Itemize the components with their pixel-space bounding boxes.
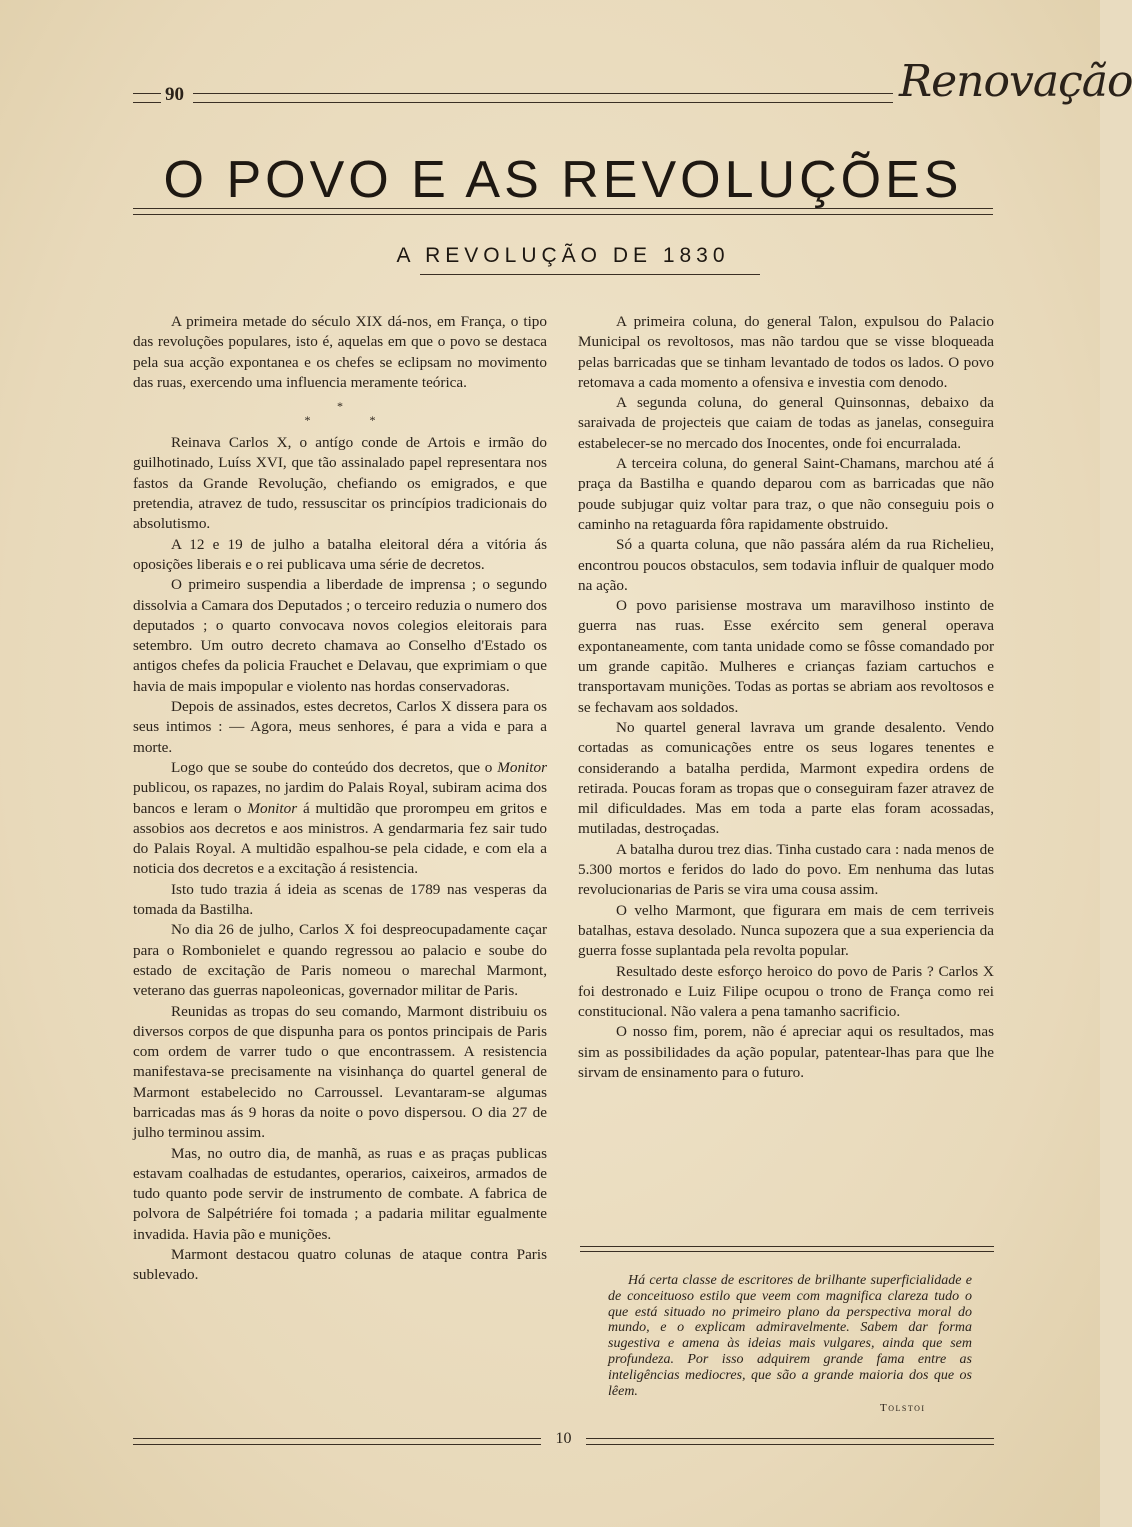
subtitle-underline bbox=[420, 274, 760, 275]
body-paragraph: A segunda coluna, do general Quinsonnas, debaixo da saraivada de projecteis que caiam de todas as janelas, conseguira estabelecer-se no mercado dos Inocentes, onde foi encurralada. bbox=[578, 394, 994, 452]
footer-rule-right bbox=[586, 1438, 994, 1445]
body-paragraph: O velho Marmont, que figurara em mais de cem terriveis batalhas, estava desolado. Nunca supozera que a sua experiencia da guerra fosse suplantada pela revolta popular. bbox=[578, 901, 994, 960]
body-paragraph: No dia 26 de julho, Carlos X foi despreocupadamente caçar para o Rombonielet e quando regressou ao palacio e soube do estado de excitação de Paris nomeou o marechal Marmont, veterano das guerras napoleonicas, governador militar de Paris. bbox=[133, 921, 547, 1000]
body-paragraph: Mas, no outro dia, de manhã, as ruas e as praças publicas estavam coalhadas de estudantes, operarios, caixeiros, armados de tudo quanto pode servir de instrumento de combate. A fabrica de polvora de Salpétriére foi tomada ; a padaria militar egualmente invadida. Havia pão e munições. bbox=[133, 1144, 547, 1243]
body-paragraph: A 12 e 19 de julho a batalha eleitoral déra a vitória ás oposições liberais e o rei publicava uma série de decretos. bbox=[133, 535, 547, 573]
section-separator bbox=[133, 399, 547, 427]
separator-stars-bottom: * * bbox=[304, 413, 404, 428]
article-subtitle: A REVOLUÇÃO DE 1830 bbox=[396, 244, 730, 267]
newspaper-name: Monitor bbox=[497, 758, 547, 776]
body-paragraph: O primeiro suspendia a liberdade de imprensa ; o segundo dissolvia a Camara dos Deputados ; o terceiro reduzia o numero dos deputados ; o quarto convocava novos colegios eleitorais para setembro. Um outro decreto chamava ao Conselho d'Estado os antigos chefes da policia Frauchet e Delavau, que exprimiam o que havia de mais impopular e violento nas hordas conservadoras. bbox=[133, 576, 547, 695]
text-span: Logo que se soube do conteúdo dos decretos, que o bbox=[171, 758, 493, 776]
quote-author: Tolstoi bbox=[880, 1402, 926, 1414]
intro-paragraph: A primeira metade do século XIX dá-nos, em França, o tipo das revoluções populares, isto é, aquelas em que o povo se destaca pela sua acção expontanea e os chefes se eclipsam no movimento das ruas, exercendo uma influencia meramente teórica. bbox=[133, 313, 547, 391]
body-paragraph: Isto tudo trazia á ideia as scenas de 1789 nas vesperas da tomada da Bastilha. bbox=[133, 880, 547, 919]
page-header bbox=[133, 56, 1132, 118]
body-paragraph: Marmont destacou quatro colunas de ataque contra Paris sublevado. bbox=[133, 1246, 547, 1284]
separator-star-top: * bbox=[337, 399, 343, 414]
left-column bbox=[133, 312, 547, 1286]
monitor-paragraph bbox=[133, 758, 547, 880]
header-rule bbox=[193, 93, 893, 103]
newspaper-name: Monitor bbox=[247, 799, 298, 817]
footer-number: 10 bbox=[555, 1430, 572, 1447]
body-paragraph: A terceira coluna, do general Saint-Chamans, marchou até á praça da Bastilha e quando deparou com as barricadas que não poude subjugar quiz voltar para traz, o que não conseguiu pois o caminho na retaguarda fôra rapidamente obstruido. bbox=[578, 455, 994, 533]
tolstoy-quote bbox=[608, 1273, 972, 1399]
magazine-logo: Renovação bbox=[899, 56, 1132, 107]
body-paragraph: Reinava Carlos X, o antígo conde de Artois e irmão do guilhotinado, Luíss XVI, que tão assinalado papel representara nos fastos da Grande Revolução, chefiando os emigrados, e que pretendia, atravez de tudo, ressuscitar os princípios tradicionais do absolutismo. bbox=[133, 434, 547, 533]
page-number: 90 bbox=[165, 84, 184, 105]
text-span: á multidão que prorompeu em gritos e assobios aos decretos e aos ministros. A gendarmaria fez sair tudo do Palais Royal. A multidão espalhou-se pela cidade, e com ela a noticia dos decretos e a excitação á resistencia. bbox=[133, 799, 547, 878]
body-paragraph: Reunidas as tropas do seu comando, Marmont distribuiu os diversos corpos de que dispunha para os pontos principais de Paris com ordem de varrer tudo o que encontrassem. A resistencia manifestava-se precisamente na visinhança do quartel general de Marmont estabelecido no Carroussel. Levantaram-se algumas barricadas mas ás 9 horas da noite o povo dispersou. O dia 27 de julho terminou assim. bbox=[133, 1002, 547, 1142]
body-paragraph: No quartel general lavrava um grande desalento. Vendo cortadas as comunicações entre os seus logares tenentes e considerando a batalha perdida, Marmont expedira ordens de retirada. Poucas foram as tropas que o conseguiram fazer atravez de mil dificuldades. Mas em toda a parte elas foram acossadas, mutiladas, destroçadas. bbox=[578, 718, 994, 838]
body-paragraph: Só a quarta coluna, que não passára além da rua Richelieu, encontrou poucos obstaculos, sem todavia influir de qualquer modo na ação. bbox=[578, 536, 994, 594]
title-rule bbox=[133, 208, 993, 215]
body-paragraph: Depois de assinados, estes decretos, Carlos X dissera para os seus intimos : — Agora, meus senhores, é para a vida e para a morte. bbox=[133, 698, 547, 756]
body-paragraph: O povo parisiense mostrava um maravilhoso instinto de guerra nas ruas. Esse exército sem general operava expontaneamente, com tanta unidade como se fôsse comandado por um grande capitão. Mulheres e crianças faziam cartuchos e transportavam munições. Todas as portas se abriam aos revoltosos e se fechavam aos soldados. bbox=[578, 597, 994, 716]
body-paragraph: O nosso fim, porem, não é apreciar aqui os resultados, mas sim as possibilidades da ação popular, patentear-lhas para que lhe sirvam de ensinamento para o futuro. bbox=[578, 1023, 994, 1081]
quote-text: Há certa classe de escritores de brilhante superficialidade e de conceituoso estilo que veem com magnifica clareza tudo o que está situado no primeiro plano da perspectiva moral do mundo, e o explicam admiravelmente. Sabem dar forma sugestiva e amena às ideias mais vulgares, ainda que sem profundeza. Por isso adquirem grande fama entre as inteligências mediocres, que são a grande maioria dos que os lêem. bbox=[608, 1273, 972, 1399]
body-paragraph: A batalha durou trez dias. Tinha custado cara : nada menos de 5.300 mortos e feridos do lado do povo. Em nenhuma das lutas revolucionarias de Paris se vira uma cousa assim. bbox=[578, 840, 994, 899]
body-paragraph: Resultado deste esforço heroico do povo de Paris ? Carlos X foi destronado e Luiz Filipe ocupou o trono de França como rei constitucional. Não valera a pena tamanho sacrificio. bbox=[578, 962, 994, 1021]
quote-divider bbox=[580, 1246, 994, 1252]
body-paragraph: A primeira coluna, do general Talon, expulsou do Palacio Municipal os revoltosos, mas não tardou que se visse bloqueada pelas barricadas que se tinham levantado de todos os lados. O povo retomava a cada momento a ofensiva e investia com denodo. bbox=[578, 313, 994, 391]
article-title: O POVO E AS REVOLUÇÕES bbox=[163, 151, 963, 209]
header-rule-left bbox=[133, 93, 161, 103]
text-span: publicou, os rapazes, no jardim do Palais Royal, subiram acima dos bancos e leram o bbox=[133, 779, 547, 817]
footer-rule-left bbox=[133, 1438, 541, 1445]
right-column bbox=[578, 312, 994, 1083]
